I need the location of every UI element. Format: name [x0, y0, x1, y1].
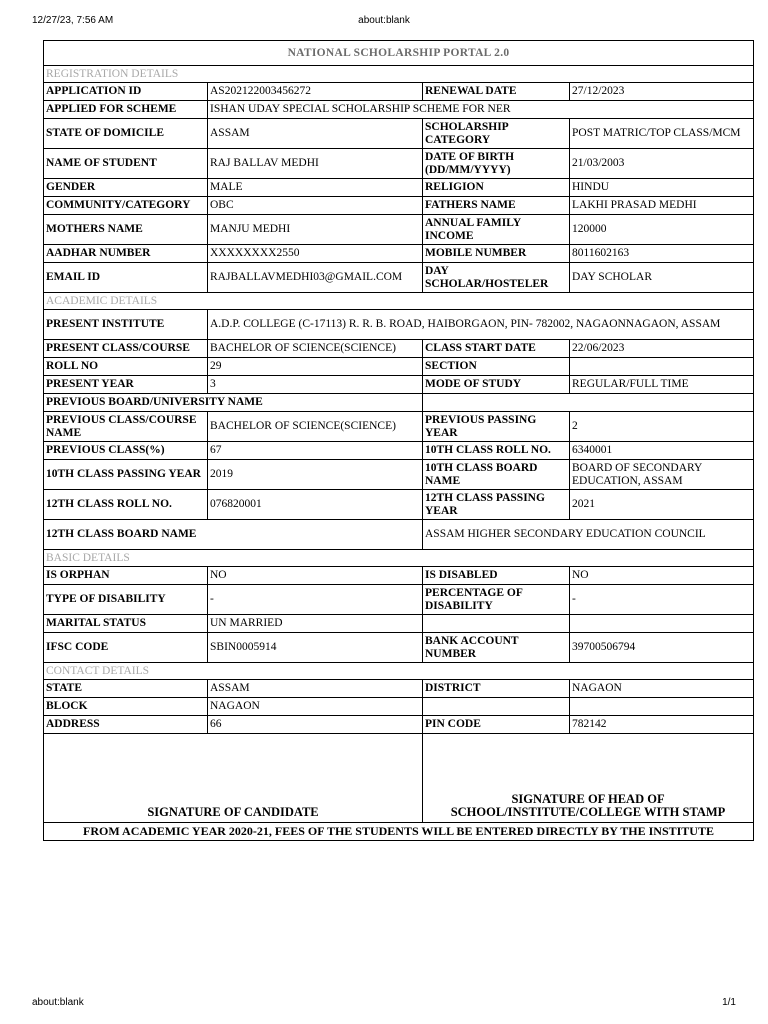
label-mobile: MOBILE NUMBER: [423, 245, 570, 263]
label-community: COMMUNITY/CATEGORY: [44, 197, 208, 215]
value-renewal-date: 27/12/2023: [570, 83, 754, 101]
label-course: PRESENT CLASS/COURSE: [44, 340, 208, 358]
label-state: STATE: [44, 680, 208, 698]
page-number: 1/1: [722, 997, 736, 1008]
label-disability-pct: PERCENTAGE OF DISABILITY: [423, 585, 570, 615]
label-dayscholar: DAY SCHOLAR/HOSTELER: [423, 263, 570, 293]
label-orphan: IS ORPHAN: [44, 567, 208, 585]
value-class-start: 22/06/2023: [570, 340, 754, 358]
label-father: FATHERS NAME: [423, 197, 570, 215]
label-roll: ROLL NO: [44, 358, 208, 376]
section-registration: REGISTRATION DETAILS: [44, 66, 754, 83]
value-marital: UN MARRIED: [208, 615, 423, 633]
label-domicile: STATE OF DOMICILE: [44, 119, 208, 149]
page-title: NATIONAL SCHOLARSHIP PORTAL 2.0: [44, 41, 754, 66]
value-ifsc: SBIN0005914: [208, 633, 423, 663]
value-district: NAGAON: [570, 680, 754, 698]
print-header: [0, 15, 768, 29]
label-student-name: NAME OF STUDENT: [44, 149, 208, 179]
value-disability-pct: -: [570, 585, 754, 615]
label-disabled: IS DISABLED: [423, 567, 570, 585]
value-pass12: 2021: [570, 490, 754, 520]
label-address: ADDRESS: [44, 716, 208, 734]
value-aadhar: XXXXXXXX2550: [208, 245, 423, 263]
label-board12: 12TH CLASS BOARD NAME: [44, 520, 423, 550]
label-prev-board: PREVIOUS BOARD/UNIVERSITY NAME: [44, 394, 423, 412]
section-basic: BASIC DETAILS: [44, 550, 754, 567]
value-orphan: NO: [208, 567, 423, 585]
empty-cell: [423, 698, 570, 716]
label-prev-pct: PREVIOUS CLASS(%): [44, 442, 208, 460]
print-footer-url: about:blank: [32, 997, 84, 1008]
value-block: NAGAON: [208, 698, 423, 716]
value-gender: MALE: [208, 179, 423, 197]
label-prev-course: PREVIOUS CLASS/COURSE NAME: [44, 412, 208, 442]
label-institute: PRESENT INSTITUTE: [44, 310, 208, 340]
section-academic: ACADEMIC DETAILS: [44, 293, 754, 310]
label-account: BANK ACCOUNT NUMBER: [423, 633, 570, 663]
value-pass10: 2019: [208, 460, 423, 490]
value-section: [570, 358, 754, 376]
value-father: LAKHI PRASAD MEDHI: [570, 197, 754, 215]
value-category: POST MATRIC/TOP CLASS/MCM: [570, 119, 754, 149]
value-state: ASSAM: [208, 680, 423, 698]
value-email: RAJBALLAVMEDHI03@GMAIL.COM: [208, 263, 423, 293]
scholarship-form: [43, 40, 754, 841]
value-pin: 782142: [570, 716, 754, 734]
value-mobile: 8011602163: [570, 245, 754, 263]
label-category: SCHOLARSHIP CATEGORY: [423, 119, 570, 149]
section-contact: CONTACT DETAILS: [44, 663, 754, 680]
value-disability-type: -: [208, 585, 423, 615]
label-disability-type: TYPE OF DISABILITY: [44, 585, 208, 615]
label-present-year: PRESENT YEAR: [44, 376, 208, 394]
label-roll10: 10TH CLASS ROLL NO.: [423, 442, 570, 460]
value-income: 120000: [570, 215, 754, 245]
value-application-id: AS202122003456272: [208, 83, 423, 101]
label-aadhar: AADHAR NUMBER: [44, 245, 208, 263]
value-religion: HINDU: [570, 179, 754, 197]
label-pin: PIN CODE: [423, 716, 570, 734]
label-marital: MARITAL STATUS: [44, 615, 208, 633]
label-prev-pass: PREVIOUS PASSING YEAR: [423, 412, 570, 442]
label-class-start: CLASS START DATE: [423, 340, 570, 358]
value-prev-course: BACHELOR OF SCIENCE(SCIENCE): [208, 412, 423, 442]
label-district: DISTRICT: [423, 680, 570, 698]
footer-note: FROM ACADEMIC YEAR 2020-21, FEES OF THE STUDENTS WILL BE ENTERED DIRECTLY BY THE INSTITUTE: [44, 823, 754, 841]
value-board12: ASSAM HIGHER SECONDARY EDUCATION COUNCIL: [423, 520, 754, 550]
value-dob: 21/03/2003: [570, 149, 754, 179]
value-roll10: 6340001: [570, 442, 754, 460]
value-mode: REGULAR/FULL TIME: [570, 376, 754, 394]
label-income: ANNUAL FAMILY INCOME: [423, 215, 570, 245]
label-mode: MODE OF STUDY: [423, 376, 570, 394]
value-scheme: ISHAN UDAY SPECIAL SCHOLARSHIP SCHEME FOR NER: [208, 101, 754, 119]
value-roll: 29: [208, 358, 423, 376]
signature-head: SIGNATURE OF HEAD OF SCHOOL/INSTITUTE/COLLEGE WITH STAMP: [423, 734, 754, 823]
value-roll12: 076820001: [208, 490, 423, 520]
label-roll12: 12TH CLASS ROLL NO.: [44, 490, 208, 520]
value-mother: MANJU MEDHI: [208, 215, 423, 245]
label-religion: RELIGION: [423, 179, 570, 197]
label-block: BLOCK: [44, 698, 208, 716]
value-course: BACHELOR OF SCIENCE(SCIENCE): [208, 340, 423, 358]
label-renewal-date: RENEWAL DATE: [423, 83, 570, 101]
value-prev-pass: 2: [570, 412, 754, 442]
value-address: 66: [208, 716, 423, 734]
empty-cell: [570, 698, 754, 716]
label-gender: GENDER: [44, 179, 208, 197]
value-dayscholar: DAY SCHOLAR: [570, 263, 754, 293]
label-dob: DATE OF BIRTH (DD/MM/YYYY): [423, 149, 570, 179]
value-domicile: ASSAM: [208, 119, 423, 149]
label-pass10: 10TH CLASS PASSING YEAR: [44, 460, 208, 490]
empty-cell: [423, 615, 570, 633]
signature-candidate: SIGNATURE OF CANDIDATE: [44, 734, 423, 823]
print-url: about:blank: [358, 15, 410, 26]
value-disabled: NO: [570, 567, 754, 585]
value-student-name: RAJ BALLAV MEDHI: [208, 149, 423, 179]
value-board10: BOARD OF SECONDARY EDUCATION, ASSAM: [570, 460, 754, 490]
label-pass12: 12TH CLASS PASSING YEAR: [423, 490, 570, 520]
label-scheme: APPLIED FOR SCHEME: [44, 101, 208, 119]
print-datetime: 12/27/23, 7:56 AM: [32, 15, 114, 26]
label-application-id: APPLICATION ID: [44, 83, 208, 101]
label-ifsc: IFSC CODE: [44, 633, 208, 663]
value-present-year: 3: [208, 376, 423, 394]
value-prev-board: [423, 394, 754, 412]
value-community: OBC: [208, 197, 423, 215]
label-board10: 10TH CLASS BOARD NAME: [423, 460, 570, 490]
label-section: SECTION: [423, 358, 570, 376]
value-institute: A.D.P. COLLEGE (C-17113) R. R. B. ROAD, HAIBORGAON, PIN- 782002, NAGAONNAGAON, ASSAM: [208, 310, 754, 340]
value-prev-pct: 67: [208, 442, 423, 460]
value-account: 39700506794: [570, 633, 754, 663]
empty-cell: [570, 615, 754, 633]
label-email: EMAIL ID: [44, 263, 208, 293]
label-mother: MOTHERS NAME: [44, 215, 208, 245]
